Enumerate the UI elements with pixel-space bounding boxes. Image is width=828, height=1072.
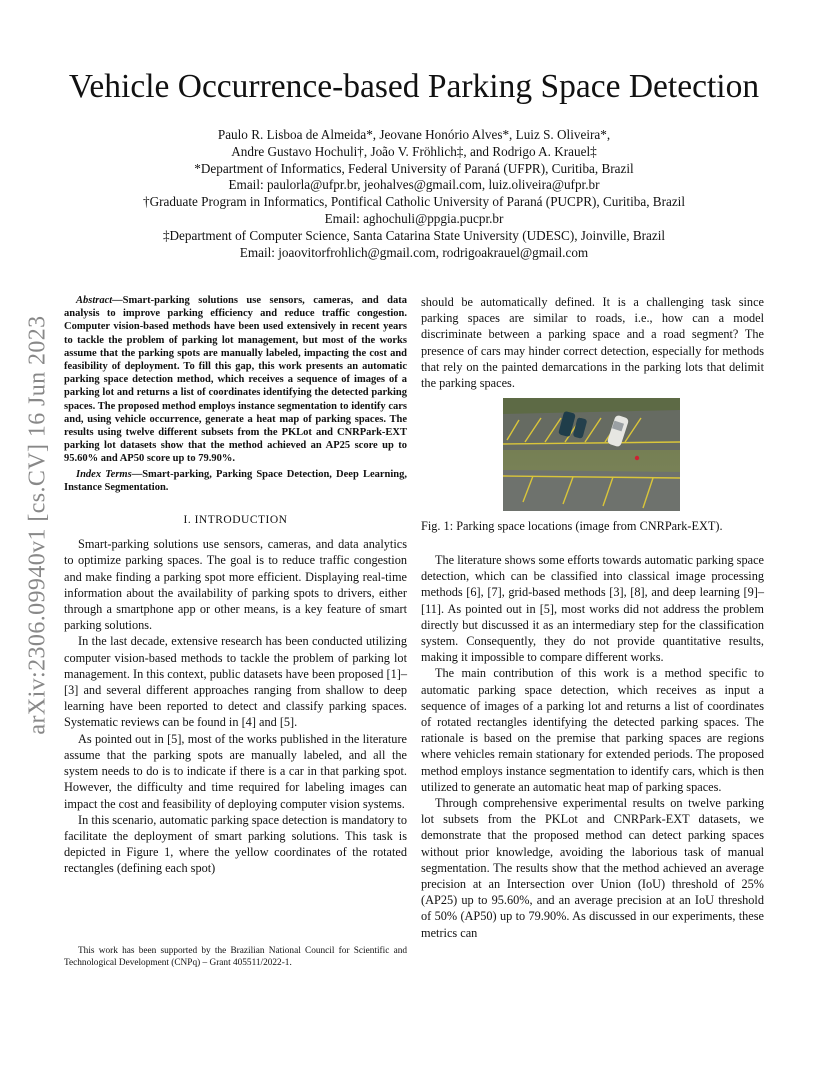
abstract-text: —Smart-parking solutions use sensors, cameras, and data analysis to improve parking efficiency and reduce traffic congestion. Computer vision-based methods have been used extensively in recent years to tackle the problem of parking lot management, but most of the works assume that the parking spots are manually labeled, impacting the cost and feasibility of deployment. To fill this gap, this work presents an automatic parking space detection method, which receives a sequence of images of a parking lot and returns a list of coordinates identifying the detected parking spaces. The proposed method employs instance segmentation to identify cars and, using vehicle occurrence, generate a heat map of parking spaces. The results using twelve different subsets from the PKLot and CNRPark-EXT parking lot datasets show that the method achieved an AP25 score up to 95.60% and AP50 score up to 79.90%.	[64, 295, 407, 465]
paragraph: The literature shows some efforts towards automatic parking space detection, which can be classified into classical image processing methods [6], [7], grid-based methods [3], [8], and deep learning [9]–[11]. As pointed out in [5], most works did not address the problem directly but discussed it as an intermediary step for the classification system. Consequently, they do not provide quantitative results, making it impossible to compare different works.	[421, 553, 764, 665]
abstract-label: Abstract	[76, 295, 113, 306]
affiliation-line: †Graduate Program in Informatics, Pontifical Catholic University of Paraná (PUCPR), Curitiba, Brazil	[142, 194, 686, 210]
arxiv-identifier: arXiv:2306.09940v1 [cs.CV] 16 Jun 2023	[24, 315, 51, 735]
paragraph: In this scenario, automatic parking space detection is mandatory to facilitate the deployment of smart parking solutions. This task is depicted in Figure 1, where the yellow coordinates of the rotated rectangles (defining each spot)	[64, 812, 407, 876]
author-line: Andre Gustavo Hochuli†, João V. Fröhlich‡, and Rodrigo A. Krauel‡	[231, 143, 597, 159]
section-heading: I. INTRODUCTION	[183, 514, 288, 527]
index-terms-text: —Smart-parking, Parking Space Detection, Deep Learning, Instance Segmentation.	[64, 468, 407, 493]
paragraph: should be automatically defined. It is a challenging task since parking spaces are similar to roads, i.e., how can a model discriminate between a parking space and a road segment? The presence of cars may hinder correct detection, especially for methods that rely on the painted demarcations in the parking lots that delimit the parking spaces.	[421, 295, 764, 391]
affiliation-line: *Department of Informatics, Federal University of Paraná (UFPR), Curitiba, Brazil	[194, 160, 634, 176]
left-column	[64, 294, 407, 877]
paragraph: The main contribution of this work is a method specific to automatic parking space detection, which receives as input a sequence of images of a parking lot and returns a list of coordinates of rotated rectangles identifying the detected parking spaces. The rationale is based on the premise that parking spaces are regions where vehicles remain stationary for extended periods. The proposed method employs instance segmentation to identify cars, which is then utilized to generate an automatic heat map of parking spaces.	[421, 666, 764, 794]
paragraph: In the last decade, extensive research has been conducted utilizing computer vision-based methods to tackle the problem of parking lot management. In this context, public datasets have been proposed [1]–[3] and several different approaches ranging from shallow to deep learning have been reported to detect and classify parking spaces. Systematic reviews can be found in [4] and [5].	[64, 634, 407, 730]
right-column-top	[421, 294, 764, 391]
footnote: This work has been supported by the Brazilian National Council for Scientific and Technological Development (CNPq) – Grant 405511/2022-1.	[64, 946, 407, 968]
arxiv-sidebar	[18, 290, 58, 760]
cone-marker	[635, 456, 639, 460]
affiliation-line: ‡Department of Computer Science, Santa Catarina State University (UDESC), Joinville, Brazil	[162, 227, 666, 243]
parking-lot-figure	[503, 398, 680, 511]
paragraph: Through comprehensive experimental results on twelve parking lot subsets from the PKLot and CNRPark-EXT datasets, we demonstrate that the proposed method can detect parking spaces without prior knowledge, avoiding the laborious task of manual segmentation. The results show that the method achieved an average precision at an Intersection over Union (IoU) threshold of 25% (AP25) up to 95.60%, and an average precision at an IoU threshold of 50% (AP50) up to 79.90%. As discussed in our experiments, these metrics can	[421, 796, 764, 940]
email-line: Email: joaovitorfrohlich@gmail.com, rodrigoakrauel@gmail.com	[239, 244, 589, 260]
email-line: Email: paulorla@ufpr.br, jeohalves@gmail.com, luiz.oliveira@ufpr.br	[228, 177, 600, 193]
index-terms-label: Index Terms	[76, 468, 132, 480]
figure-caption: Fig. 1: Parking space locations (image from CNRPark-EXT).	[421, 519, 723, 533]
index-terms	[64, 468, 407, 494]
author-line: Paulo R. Lisboa de Almeida*, Jeovane Honório Alves*, Luiz S. Oliveira*,	[217, 127, 611, 142]
abstract	[64, 294, 407, 466]
email-line: Email: aghochuli@ppgia.pucpr.br	[324, 210, 504, 226]
right-column-bottom	[421, 552, 764, 941]
paper-title: Vehicle Occurrence-based Parking Space Detection	[68, 68, 760, 105]
paragraph: Smart-parking solutions use sensors, cameras, and data analytics to optimize parking spaces. The goal is to reduce traffic congestion and make finding a parking spot more efficient. Displaying real-time information about the availability of parking spots to drivers, either through a smartphone app or other means, is a key feature of smart parking solutions.	[64, 537, 407, 633]
paragraph: As pointed out in [5], most of the works published in the literature assume that the parking spots are manually labeled, and all the system needs to do is to indicate if there is a car in that parking spot. However, the difficulty and time required for labeling images can impact the cost and feasibility of deploying computer vision systems.	[64, 731, 407, 811]
author-block	[0, 127, 828, 261]
